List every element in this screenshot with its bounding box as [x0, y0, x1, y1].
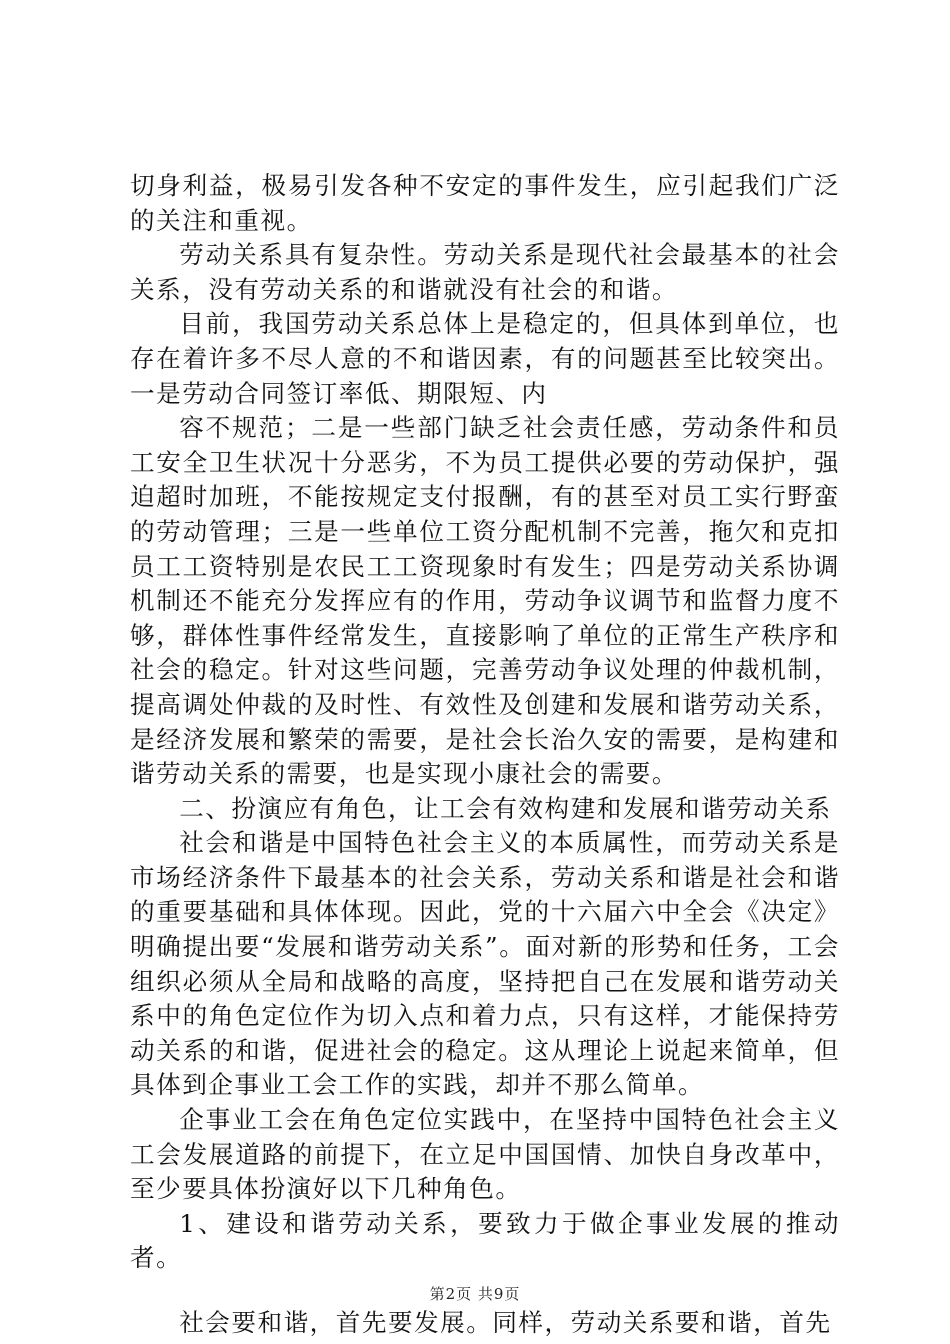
- paragraph-3: 目前，我国劳动关系总体上是稳定的，但具体到单位，也存在着许多不尽人意的不和谐因素，有的问题甚至比较突出。一是劳动合同签订率低、期限短、内: [130, 309, 840, 408]
- paragraph-1: 切身利益，极易引发各种不安定的事件发生，应引起我们广泛的关注和重视。: [130, 171, 840, 235]
- paragraph-6: 社会和谐是中国特色社会主义的本质属性，而劳动关系是市场经济条件下最基本的社会关系，劳动关系和谐是社会和谐的重要基础和具体体现。因此，党的十六届六中全会《决定》明确提出要“发展和谐劳动关系”。面对新的形势和任务，工会组织必须从全局和战略的高度，坚持把自己在发展和谐劳动关系中的角色定位作为切入点和着力点，只有这样，才能保持劳动关系的和谐，促进社会的稳定。这从理论上说起来简单，但具体到企事业工会工作的实践，却并不那么简单。: [130, 828, 840, 1100]
- subheading-1: 1、建设和谐劳动关系，要致力于做企事业发展的推动者。: [130, 1208, 840, 1273]
- page-number-label: 第2页 共9页: [429, 1285, 521, 1303]
- paragraph-9: 社会要和谐，首先要发展。同样，劳动关系要和谐，首先: [179, 1308, 832, 1337]
- section-heading: 二、扮演应有角色，让工会有效构建和发展和谐劳动关系: [179, 793, 832, 823]
- paragraph-2: 劳动关系具有复杂性。劳动关系是现代社会最基本的社会关系，没有劳动关系的和谐就没有社会的和谐。: [130, 240, 840, 304]
- document-body: [130, 169, 840, 1341]
- paragraph-4: 容不规范；二是一些部门缺乏社会责任感，劳动条件和员工安全卫生状况十分恶劣，不为员工提供必要的劳动保护，强迫超时加班，不能按规定支付报酬，有的甚至对员工实行野蛮的劳动管理；三是一些单位工资分配机制不完善，拖欠和克扣员工工资特别是农民工工资现象时有发生；四是劳动关系协调机制还不能充分发挥应有的作用，劳动争议调节和监督力度不够，群体性事件经常发生，直接影响了单位的正常生产秩序和社会的稳定。针对这些问题，完善劳动争议处理的仲裁机制，提高调处仲裁的及时性、有效性及创建和发展和谐劳动关系，是经济发展和繁荣的需要，是社会长治久安的需要，是构建和谐劳动关系的需要，也是实现小康社会的需要。: [130, 413, 840, 789]
- paragraph-7: 企事业工会在角色定位实践中，在坚持中国特色社会主义工会发展道路的前提下，在立足中国国情、加快自身改革中，至少要具体扮演好以下几种角色。: [130, 1105, 840, 1204]
- page-footer: [0, 1283, 950, 1304]
